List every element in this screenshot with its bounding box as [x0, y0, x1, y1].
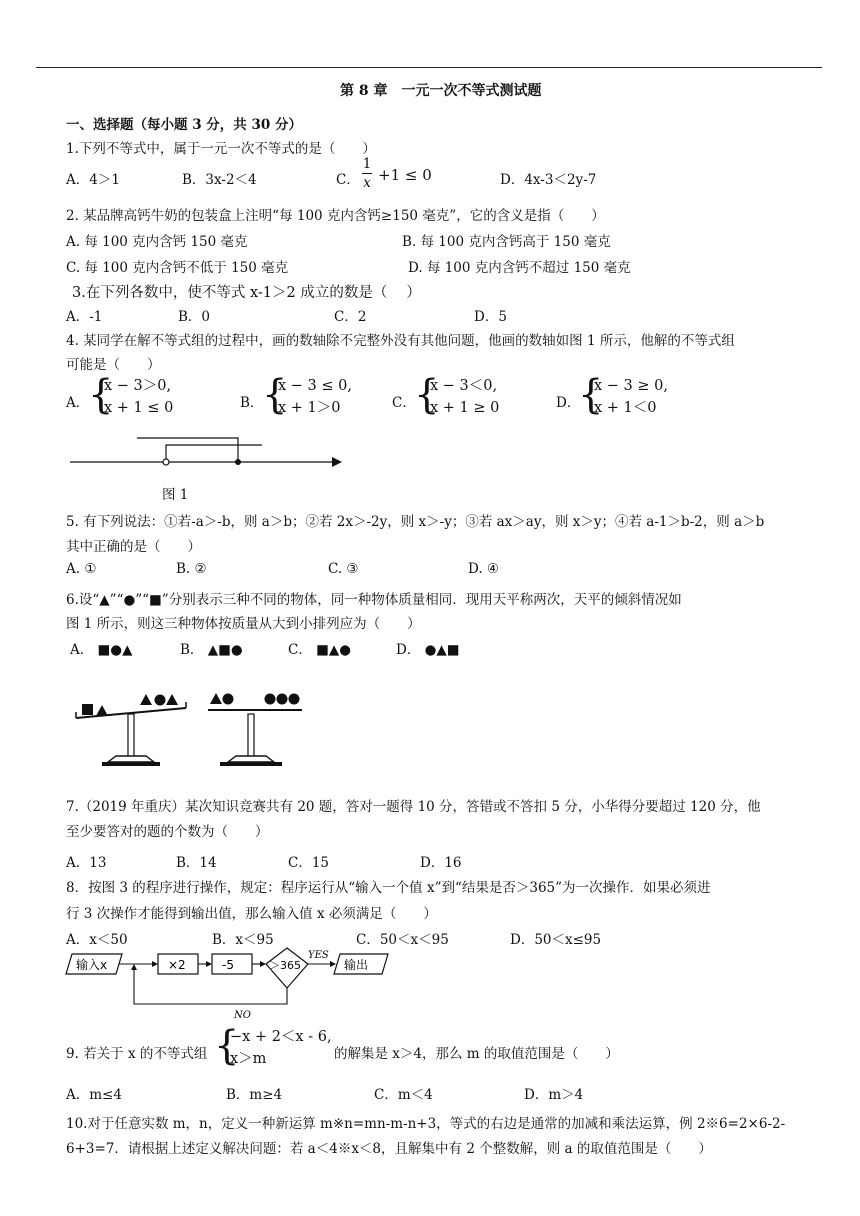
q5-option-a: A. ①	[66, 561, 97, 577]
q9-option-c: C．m＜4	[374, 1087, 433, 1103]
q6-option-a: A． ■●▲	[70, 642, 133, 658]
flow-no-label: NO	[234, 1010, 251, 1021]
q4-b-line2: x + 1＞0	[278, 400, 341, 416]
q6-option-d: D． ●▲■	[396, 642, 460, 658]
q2-stem: 2. 某品牌高钙牛奶的包装盒上注明“每 100 克内含钙≥150 毫克”，它的含义是指（ ）	[66, 208, 605, 224]
q9-line1: −x + 2＜x - 6,	[230, 1029, 332, 1045]
q4-d-line2: x + 1＜0	[594, 400, 657, 416]
q1-option-d: D．4x-3＜2y-7	[500, 172, 597, 188]
q2-option-b: B. 每 100 克内含钙高于 150 毫克	[402, 234, 611, 250]
triangle-object	[210, 693, 222, 704]
q4-d-line1: x − 3 ≥ 0,	[594, 378, 668, 394]
circle-object	[265, 694, 276, 705]
q2-option-c: C. 每 100 克内含钙不低于 150 毫克	[66, 260, 289, 276]
q5-option-b: B. ②	[176, 561, 207, 577]
flow-subtract-label: -5	[222, 958, 234, 972]
q4-stem-line1: 4. 某同学在解不等式组的过程中，画的数轴除不完整外没有其他问题，他画的数轴如图 1 所示，他解的不等式组	[66, 333, 735, 349]
q1-frac-den: x	[363, 175, 371, 191]
q6-balance-figure	[70, 688, 310, 778]
q9-stem-suffix: 的解集是 x＞4，那么 m 的取值范围是（ ）	[334, 1046, 619, 1062]
q4-option-d-label: D．	[556, 395, 581, 411]
q7-stem-line1: 7.（2019 年重庆）某次知识竞赛共有 20 题，答对一题得 10 分，答错或不答扣 5 分，小华得分要超过 120 分，他	[66, 799, 761, 815]
q8-flowchart	[66, 948, 396, 1024]
page-title: 第 8 章 一元一次不等式测试题	[340, 83, 542, 99]
q3-option-c: C．2	[334, 309, 367, 325]
q1-option-c-label: C．	[336, 172, 360, 188]
q10-stem-line1: 10.对于任意实数 m，n，定义一种新运算 m※n=mn-m-n+3，等式的右边是通常的加减和乘法运算，例 2※6=2×6-2-	[66, 1116, 786, 1132]
q6-option-c: C． ■▲●	[288, 642, 352, 658]
q9-stem-prefix: 9. 若关于 x 的不等式组	[66, 1046, 208, 1062]
q4-figure-caption: 图 1	[162, 487, 189, 503]
q4-b-brace: {	[262, 372, 288, 418]
flow-output-label: 输出	[344, 958, 369, 972]
circle-object	[289, 694, 300, 705]
q4-number-line-figure	[70, 436, 350, 476]
circle-object	[223, 694, 234, 705]
top-rule	[36, 67, 822, 68]
flow-decision-label: ＞365	[269, 959, 301, 972]
q1-option-a: A．4＞1	[66, 172, 120, 188]
q3-stem: 3.在下列各数中，使不等式 x-1＞2 成立的数是（ ）	[72, 285, 421, 301]
q5-option-c: C. ③	[328, 561, 359, 577]
q4-c-brace: {	[414, 372, 440, 418]
circle-object	[155, 695, 166, 706]
q5-stem-line2: 其中正确的是（ ）	[66, 539, 201, 555]
q6-option-b: B． ▲■●	[180, 642, 243, 658]
left-balance-scale	[76, 694, 186, 766]
q9-option-d: D．m＞4	[524, 1087, 584, 1103]
q9-option-b: B．m≥4	[226, 1087, 283, 1103]
q4-option-c-label: C．	[392, 395, 416, 411]
q8-stem-line1: 8．按图 3 的程序进行操作，规定：程序运行从“输入一个值 x”到“结果是否＞365”为一次操作．如果必须进	[66, 880, 711, 896]
q8-option-c: C．50＜x＜95	[356, 932, 449, 948]
q1-fraction	[362, 156, 372, 191]
q6-stem-line1: 6.设“▲”“●”“■”分别表示三种不同的物体，同一种物体质量相同．现用天平称两次，天平的倾斜情况如	[66, 592, 682, 608]
q9-system	[230, 1026, 332, 1070]
q1-frac-num: 1	[362, 156, 372, 172]
q4-stem-line2: 可能是（ ）	[66, 357, 161, 373]
q4-a-brace: {	[88, 372, 114, 418]
q3-option-a: A．-1	[66, 309, 103, 325]
q5-stem-line1: 5. 有下列说法：①若-a＞-b，则 a＞b；②若 2x＞-2y，则 x＞-y；③若 ax＞ay，则 x＞y；④若 a-1＞b-2，则 a＞b	[66, 514, 765, 530]
q4-a-line2: x + 1 ≤ 0	[104, 400, 174, 416]
q7-option-d: D．16	[420, 855, 462, 871]
q1-stem: 1.下列不等式中，属于一元一次不等式的是（ ）	[66, 141, 376, 157]
q4-option-b-label: B．	[240, 395, 264, 411]
section-heading: 一、选择题（每小题 3 分，共 30 分）	[66, 117, 302, 133]
square-object	[82, 704, 93, 715]
circle-object	[277, 694, 288, 705]
triangle-object	[140, 694, 152, 705]
q4-option-a-system	[104, 375, 173, 419]
q1-option-b: B．3x-2＜4	[182, 172, 257, 188]
triangle-object	[96, 705, 108, 716]
q5-option-d: D. ④	[468, 561, 500, 577]
triangle-object	[166, 694, 178, 705]
flow-input-label: 输入x	[76, 958, 108, 972]
right-balance-scale	[208, 693, 302, 766]
q9-option-a: A．m≤4	[66, 1087, 122, 1103]
q4-option-b-system	[278, 375, 352, 419]
q3-option-b: B．0	[178, 309, 211, 325]
q9-line2: x＞m	[230, 1051, 267, 1067]
q7-option-c: C．15	[288, 855, 330, 871]
q4-d-brace: {	[578, 372, 604, 418]
q4-option-c-system	[430, 375, 499, 419]
open-point	[163, 459, 169, 465]
q8-option-a: A．x＜50	[66, 932, 128, 948]
q4-c-line2: x + 1 ≥ 0	[430, 400, 500, 416]
q8-option-d: D．50＜x≤95	[510, 932, 602, 948]
flow-yes-label: YES	[308, 950, 329, 961]
flow-loop-line	[134, 970, 287, 1004]
q7-stem-line2: 至少要答对的题的个数为（ ）	[66, 824, 269, 840]
q1-option-c-rest: +1 ≤ 0	[378, 166, 432, 184]
lower-bracket	[166, 445, 262, 462]
closed-point	[235, 459, 241, 465]
q10-stem-line2: 6+3=7．请根据上述定义解决问题：若 a＜4※x＜8，且解集中有 2 个整数解，则 a 的取值范围是（ ）	[66, 1141, 712, 1157]
q7-option-a: A．13	[66, 855, 107, 871]
q7-option-b: B．14	[176, 855, 217, 871]
q4-c-line1: x − 3＜0,	[430, 378, 498, 394]
upper-bracket	[137, 438, 238, 462]
flow-multiply-label: ×2	[168, 958, 186, 972]
q3-option-d: D．5	[474, 309, 507, 325]
number-line-arrowhead	[332, 457, 342, 467]
q4-option-a-label: A．	[66, 395, 90, 411]
q8-option-b: B．x＜95	[212, 932, 274, 948]
q4-b-line1: x − 3 ≤ 0,	[278, 378, 352, 394]
q2-option-d: D. 每 100 克内含钙不超过 150 毫克	[408, 260, 631, 276]
q4-option-d-system	[594, 375, 668, 419]
q6-stem-line2: 图 1 所示，则这三种物体按质量从大到小排列应为（ ）	[66, 616, 421, 632]
q2-option-a: A. 每 100 克内含钙 150 毫克	[66, 234, 248, 250]
q9-brace: {	[214, 1023, 240, 1069]
q8-stem-line2: 行 3 次操作才能得到输出值，那么输入值 x 必须满足（ ）	[66, 906, 437, 922]
q4-a-line1: x − 3＞0,	[104, 378, 172, 394]
